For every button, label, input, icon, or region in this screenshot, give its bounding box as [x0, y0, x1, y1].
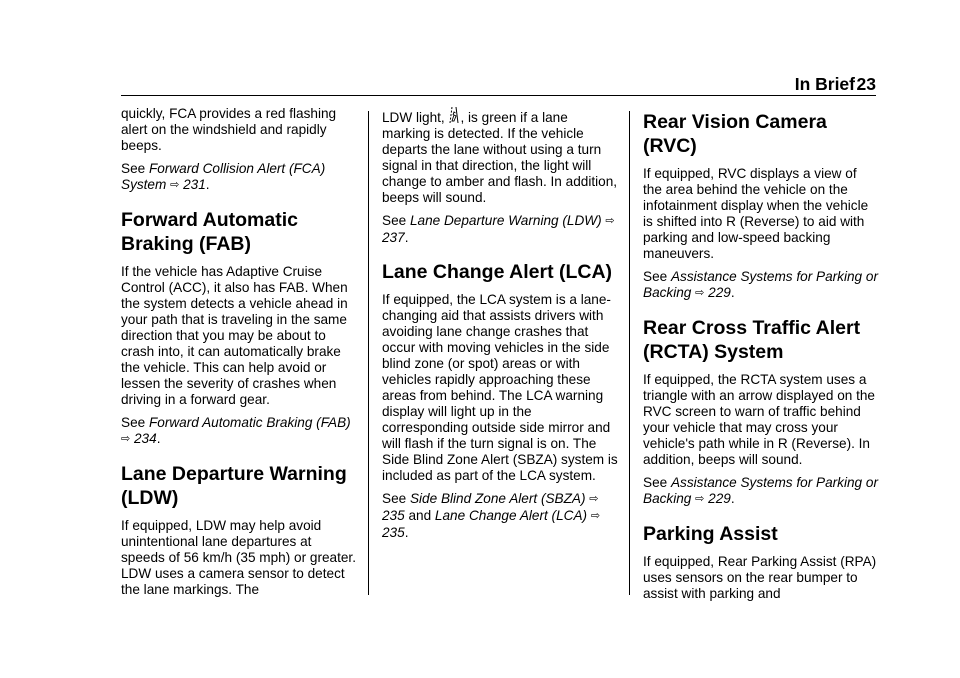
paragraph: quickly, FCA provides a red flashing alert on the windshield and rapidly beeps.	[121, 106, 337, 153]
cross-reference	[121, 415, 357, 448]
punctuation: .	[205, 177, 210, 192]
punctuation: .	[730, 491, 735, 506]
heading-rear-vision-camera: Rear Vision Camera (RVC)	[643, 111, 827, 157]
see-prefix: See	[382, 213, 410, 228]
column-3	[643, 106, 879, 609]
text-run: , is green if a lane marking is detected. If the vehicle departs the lane without using a turn signal in that direction, the light will change to amber and flash. In addition, beeps will sound.	[382, 110, 618, 205]
page-arrow-icon: ⇨	[590, 510, 601, 522]
page-arrow-icon: ⇨	[695, 493, 705, 505]
page-reference[interactable]: 231	[183, 177, 206, 192]
punctuation: .	[404, 230, 409, 245]
paragraph: If equipped, LDW may help avoid unintentional lane departures at speeds of 56 km/h (35 mph) or greater. LDW uses a camera sensor to detect the lane markings. The	[121, 518, 356, 597]
page-reference[interactable]: 234	[134, 431, 157, 446]
heading-forward-automatic-braking: Forward Automatic Braking (FAB)	[121, 209, 298, 255]
header-rule	[121, 95, 876, 96]
reference-link[interactable]: Lane Change Alert (LCA)	[434, 508, 588, 523]
cross-reference	[121, 161, 357, 194]
reference-link[interactable]: Lane Departure Warning (LDW)	[409, 213, 602, 228]
heading-parking-assist: Parking Assist	[643, 523, 778, 545]
paragraph: If equipped, Rear Parking Assist (RPA) uses sensors on the rear bumper to assist with parking and	[643, 554, 877, 601]
cross-reference	[382, 491, 618, 541]
page-reference[interactable]: 229	[708, 285, 731, 300]
punctuation: .	[730, 285, 735, 300]
column-1	[121, 106, 357, 605]
page-arrow-icon: ⇨	[589, 493, 599, 505]
lane-departure-icon	[448, 106, 460, 124]
section-title: In Brief	[794, 74, 855, 94]
page-reference[interactable]: 235	[382, 525, 405, 540]
reference-link[interactable]: Forward Collision Alert (FCA) System	[121, 161, 326, 192]
heading-lane-departure-warning: Lane Departure Warning (LDW)	[121, 463, 347, 509]
reference-link[interactable]: Assistance Systems for Parking or Backing	[643, 269, 878, 300]
reference-link[interactable]: Forward Automatic Braking (FAB)	[148, 415, 351, 430]
text-run: LDW light,	[382, 110, 449, 125]
see-prefix: See	[382, 491, 410, 506]
column-2	[382, 106, 618, 549]
page-arrow-icon: ⇨	[605, 215, 615, 227]
see-prefix: See	[643, 475, 671, 490]
conjunction: and	[404, 508, 435, 523]
cross-reference	[643, 269, 879, 302]
page-arrow-icon: ⇨	[695, 287, 705, 299]
page-reference[interactable]: 235	[382, 508, 405, 523]
reference-link[interactable]: Assistance Systems for Parking or Backing	[643, 475, 878, 506]
heading-lane-change-alert: Lane Change Alert (LCA)	[382, 261, 613, 283]
paragraph: If equipped, RVC displays a view of the area behind the vehicle on the infotainment display when the vehicle is shifted into R (Reverse) to aid with parking and low-speed backing maneuvers.	[643, 166, 869, 261]
page-reference[interactable]: 229	[708, 491, 731, 506]
cross-reference	[382, 213, 618, 246]
page-arrow-icon: ⇨	[170, 179, 180, 191]
page-reference[interactable]: 237	[382, 230, 405, 245]
page-number: 23	[856, 74, 876, 94]
paragraph: If equipped, the LCA system is a lane-changing aid that assists drivers with avoiding lane change crashes that occur with moving vehicles in the side blind zone (or spot) areas or with vehicles rapidly approaching these areas from behind. The LCA warning display will light up in the corresponding outside side mirror and will flash if the turn signal is on. The Side Blind Zone Alert (SBZA) system is included as part of the LCA system.	[382, 292, 618, 483]
see-prefix: See	[121, 415, 149, 430]
see-prefix: See	[121, 161, 149, 176]
punctuation: .	[404, 525, 409, 540]
punctuation: .	[156, 431, 161, 446]
heading-rear-cross-traffic-alert: Rear Cross Traffic Alert (RCTA) System	[643, 317, 861, 363]
paragraph: If the vehicle has Adaptive Cruise Control (ACC), it also has FAB. When the system detects a vehicle ahead in your path that is traveling in the same direction that you may be about to crash into, it can automatically brake the vehicle. This can help avoid or lessen the severity of crashes when driving in a forward gear.	[121, 264, 348, 407]
page-arrow-icon: ⇨	[121, 433, 131, 445]
column-divider	[368, 111, 369, 595]
column-divider	[629, 111, 630, 595]
paragraph: If equipped, the RCTA system uses a triangle with an arrow displayed on the RVC screen to warn of traffic behind your vehicle that may cross your vehicle's path while in R (Reverse). In addition, beeps will sound.	[643, 372, 875, 467]
cross-reference	[643, 475, 879, 508]
reference-link[interactable]: Side Blind Zone Alert (SBZA)	[409, 491, 586, 506]
see-prefix: See	[643, 269, 671, 284]
paragraph	[382, 106, 618, 206]
